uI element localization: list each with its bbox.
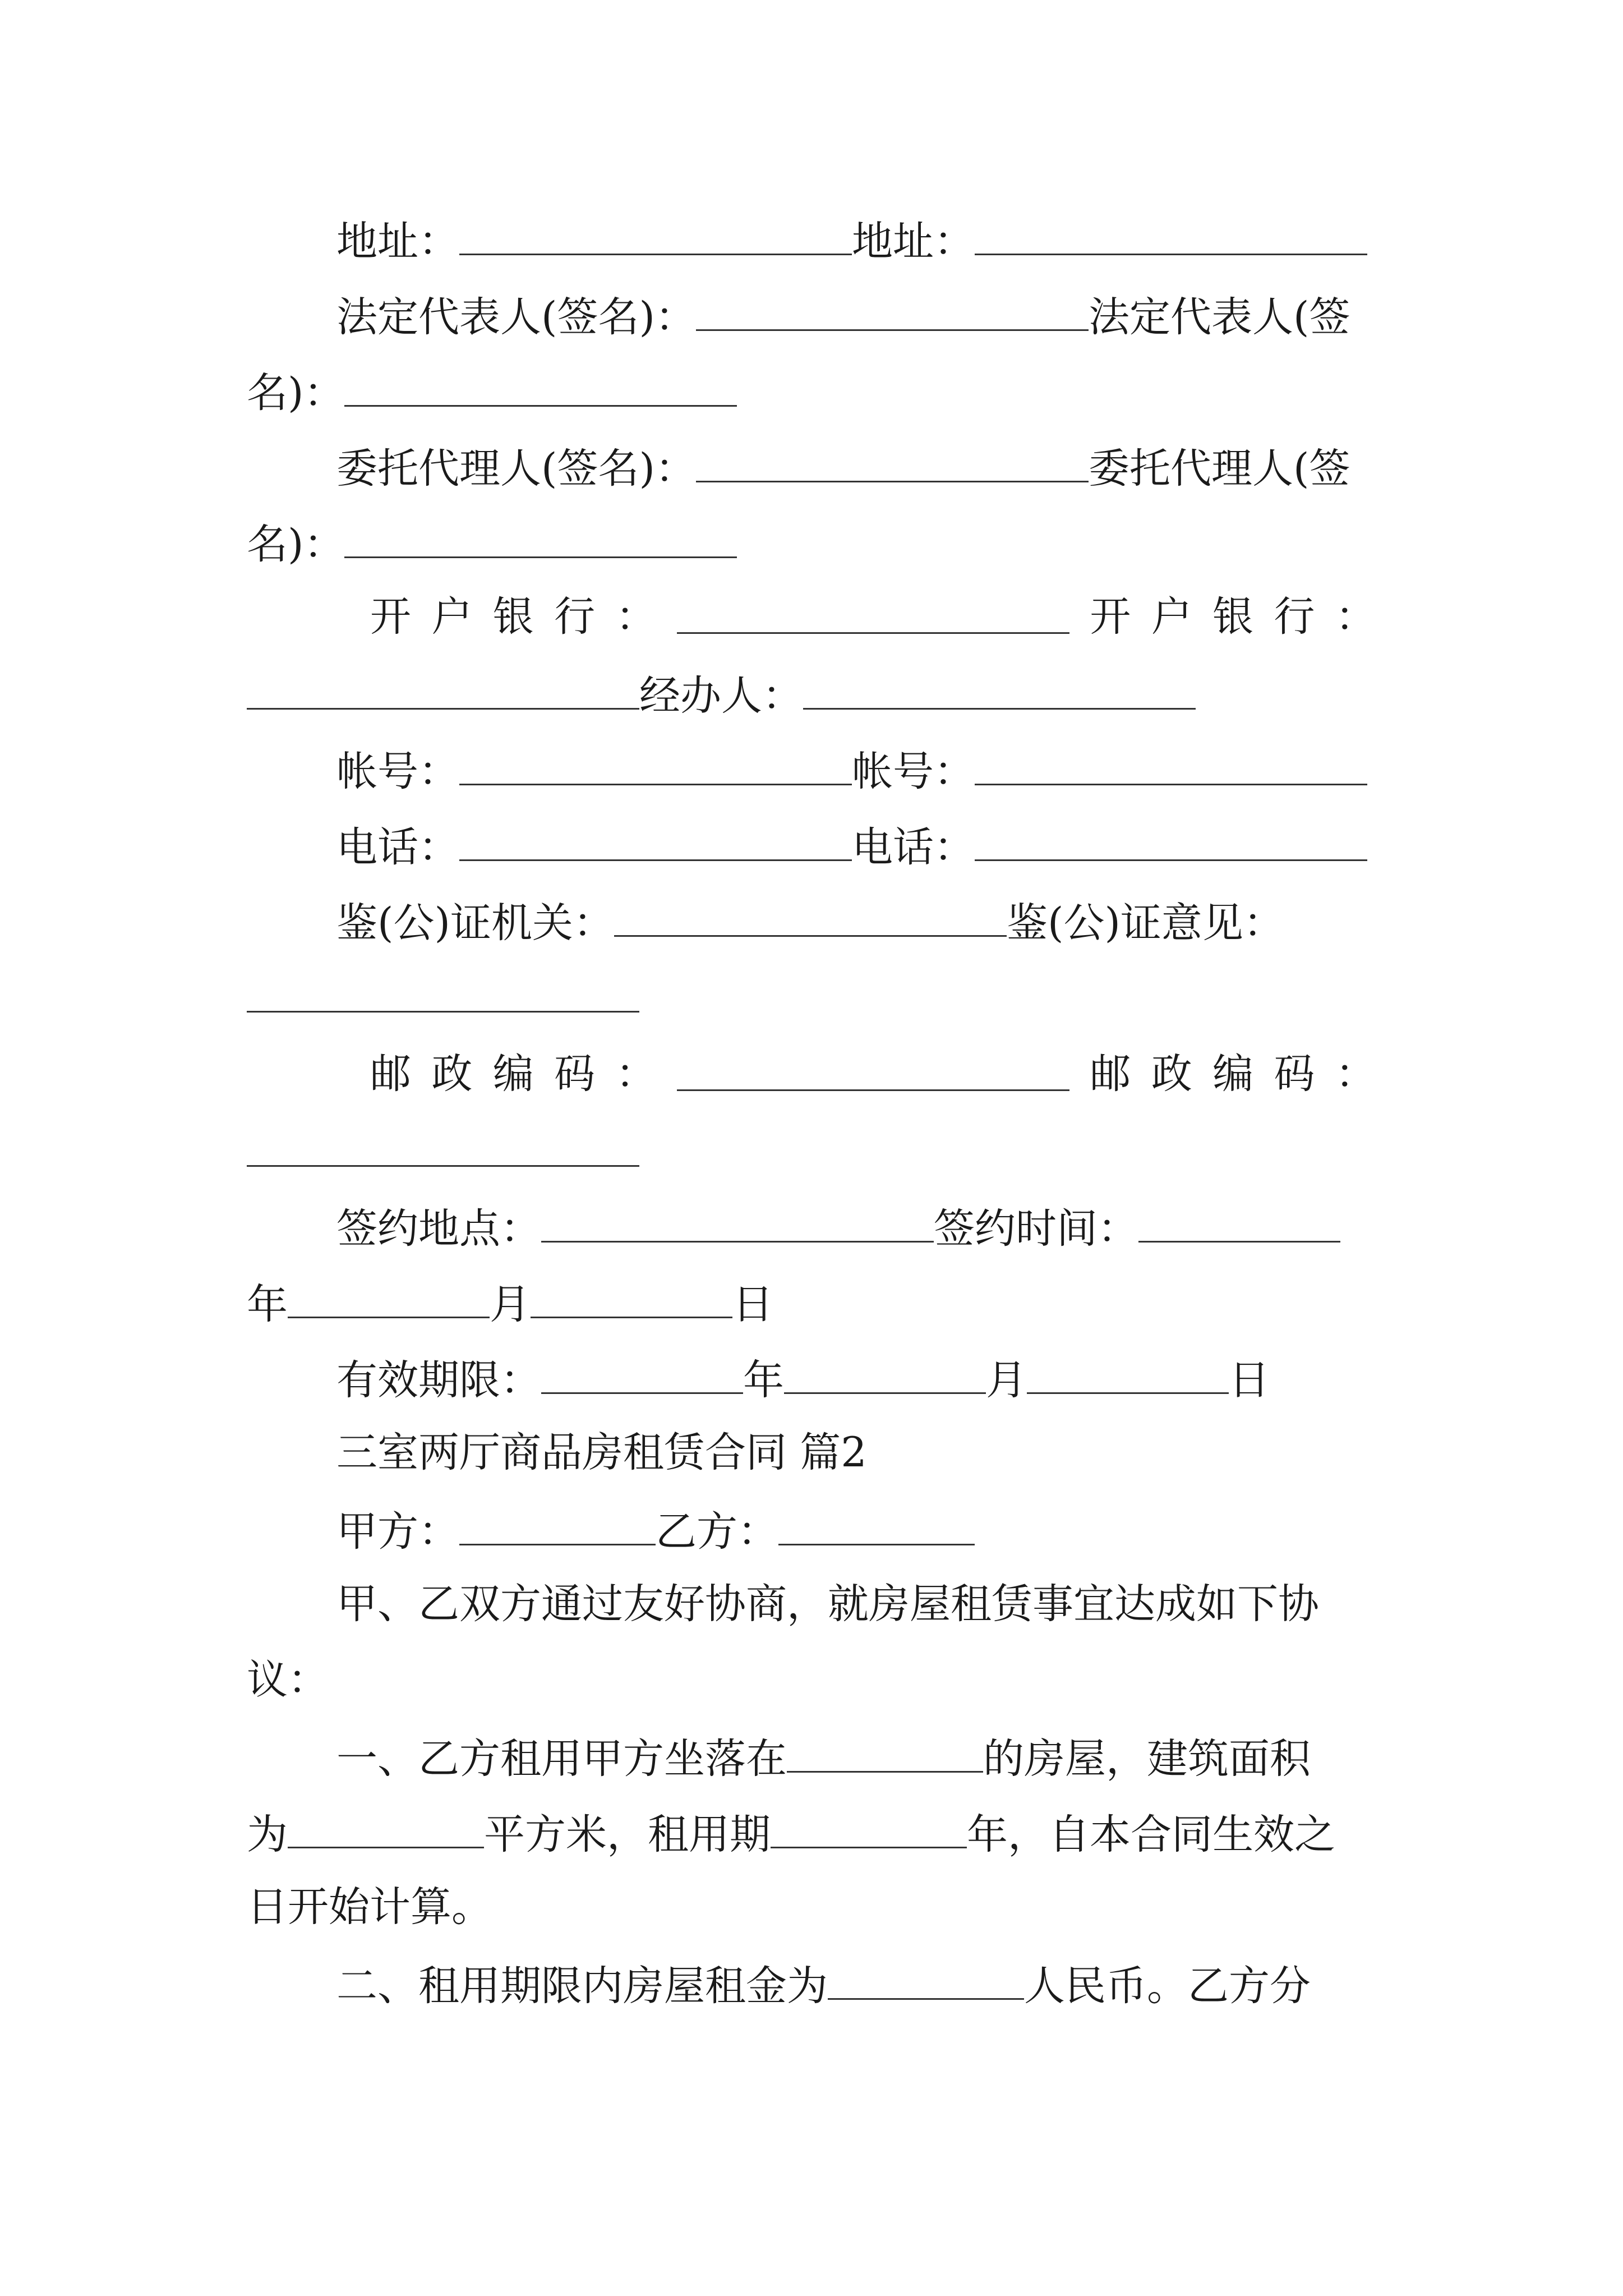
intro-text-cont: 议： [247, 1656, 329, 1704]
handler-line [247, 668, 1376, 721]
signing-date-line [247, 1276, 1376, 1330]
contract-title: 三室两厅商品房租赁合同 篇2 [336, 1429, 867, 1476]
party-b-agent-label: 委托代理人(签 [1088, 445, 1350, 493]
bank-line [370, 592, 1376, 642]
signing-day-blank[interactable] [531, 1276, 732, 1318]
agent-line-cont [247, 516, 1376, 570]
postcode-label-b-char: 邮 [1090, 1050, 1131, 1098]
party-b-account-blank[interactable] [975, 743, 1367, 785]
clause-1-text-a: 一、乙方租用甲方坐落在 [336, 1735, 787, 1783]
validity-month-label: 月 [986, 1356, 1027, 1404]
notary-opinion-blank[interactable] [247, 970, 639, 1013]
bank-label-a-char: 银 [492, 593, 534, 641]
property-location-blank[interactable] [787, 1731, 983, 1773]
party-a-account-label: 帐号： [336, 748, 459, 795]
signing-place-blank[interactable] [541, 1200, 934, 1243]
party-b-postcode-blank[interactable] [247, 1125, 639, 1167]
bank-label-a-char: 开 [370, 593, 411, 641]
party-a-address-label: 地址： [336, 218, 459, 265]
party-b-agent-label-cont: 名)： [247, 521, 345, 568]
year-label: 年 [247, 1281, 288, 1328]
party-a-phone-label: 电话： [336, 823, 459, 871]
party-a-address-blank[interactable] [459, 213, 852, 255]
month-label: 月 [490, 1281, 531, 1328]
bank-label-b-char: 开 [1090, 593, 1131, 641]
party-b-account-label: 帐号： [852, 748, 975, 795]
paragraph-intro [336, 1579, 1376, 1630]
postcode-label-a-char: 邮 [370, 1050, 411, 1098]
validity-day-label: 日 [1229, 1356, 1270, 1404]
party-a-account-blank[interactable] [459, 743, 852, 785]
party-b-legal-rep-blank[interactable] [344, 365, 737, 407]
lease-term-blank[interactable] [771, 1806, 967, 1848]
validity-day-blank[interactable] [1027, 1352, 1229, 1394]
party-b-phone-blank[interactable] [975, 819, 1367, 861]
legal-rep-line [336, 289, 1376, 343]
floor-area-blank[interactable] [288, 1806, 484, 1848]
parties-line [336, 1503, 1376, 1557]
validity-month-blank[interactable] [784, 1352, 986, 1394]
party-a-agent-blank[interactable] [696, 440, 1089, 482]
bank-label-b-char: 户 [1151, 593, 1192, 641]
party-b-phone-label: 电话： [852, 823, 975, 871]
notary-opinion-blank-line [247, 970, 1376, 1024]
clause-2-text-a: 二、租用期限内房屋租金为 [336, 1962, 828, 2010]
postcode-line [370, 1049, 1376, 1099]
validity-label: 有效期限： [336, 1356, 541, 1404]
signing-time-label: 签约时间： [934, 1205, 1138, 1253]
bank-label-b-char: 行 [1274, 593, 1315, 641]
address-line [336, 213, 1376, 267]
party-a-agent-label: 委托代理人(签名)： [336, 445, 696, 493]
postcode-label-b-char: 编 [1212, 1050, 1254, 1098]
party-a-legal-rep-blank[interactable] [696, 289, 1089, 331]
postcode-label-a-char: 编 [492, 1050, 534, 1098]
bank-label-a-char: 户 [431, 593, 473, 641]
bank-label-a-char: 行 [554, 593, 596, 641]
agent-line [336, 440, 1376, 494]
party-b-address-blank[interactable] [975, 213, 1367, 255]
clause-2-text-b: 人民币。乙方分 [1024, 1962, 1311, 2010]
bank-label-b-char: 银 [1212, 593, 1254, 641]
legal-rep-line-cont [247, 365, 1376, 418]
paragraph-intro-cont [247, 1655, 1376, 1705]
validity-year-blank[interactable] [541, 1352, 743, 1394]
account-line [336, 743, 1376, 797]
postcode-label-a-colon: ： [615, 1050, 657, 1098]
clause-1-text-e: 年，自本合同生效之 [967, 1811, 1335, 1858]
party-b-legal-rep-label: 法定代表人(签 [1088, 293, 1350, 341]
handler-blank[interactable] [803, 668, 1196, 710]
validity-year-label: 年 [743, 1356, 784, 1404]
postcode-label-b-char: 政 [1151, 1050, 1192, 1098]
notary-authority-blank[interactable] [614, 895, 1007, 937]
bank-label-a-colon: ： [615, 593, 657, 641]
party-b-label: 乙方： [656, 1508, 778, 1556]
section-title [336, 1428, 1376, 1478]
clause-1-text-f: 日开始计算。 [247, 1883, 492, 1931]
notary-line [336, 895, 1376, 949]
party-b-blank[interactable] [778, 1503, 975, 1545]
party-b-address-label: 地址： [852, 218, 975, 265]
party-a-postcode-blank[interactable] [677, 1049, 1069, 1091]
rent-amount-blank[interactable] [828, 1958, 1024, 2000]
party-a-legal-rep-label: 法定代表人(签名)： [336, 293, 696, 341]
bank-label-b-colon: ： [1335, 593, 1376, 641]
clause-1-line-1 [336, 1731, 1376, 1784]
day-label: 日 [732, 1281, 773, 1328]
clause-1-line-2 [247, 1806, 1376, 1860]
validity-line [336, 1352, 1376, 1406]
clause-1-text-b: 的房屋，建筑面积 [983, 1735, 1311, 1783]
postcode-label-b-char: 码 [1274, 1050, 1315, 1098]
intro-text: 甲、乙双方通过友好协商，就房屋租赁事宜达成如下协 [336, 1580, 1319, 1628]
party-a-bank-blank[interactable] [677, 592, 1069, 634]
postcode-label-a-char: 码 [554, 1050, 596, 1098]
party-a-label: 甲方： [336, 1508, 459, 1556]
party-b-agent-blank[interactable] [344, 516, 737, 558]
party-a-phone-blank[interactable] [459, 819, 852, 861]
party-a-blank[interactable] [459, 1503, 656, 1545]
notary-opinion-label: 鉴(公)证意见： [1006, 899, 1284, 947]
signing-place-label: 签约地点： [336, 1205, 541, 1253]
clause-1-text-d: 平方米，租用期 [484, 1811, 771, 1858]
clause-1-line-3 [247, 1882, 1376, 1932]
postcode-blank-line [247, 1125, 1376, 1179]
signing-month-blank[interactable] [288, 1276, 490, 1318]
signing-line [336, 1200, 1376, 1254]
phone-line [336, 819, 1376, 873]
party-b-bank-blank[interactable] [247, 668, 639, 710]
clause-1-text-c: 为 [247, 1811, 288, 1858]
handler-label: 经办人： [639, 672, 803, 720]
clause-2-line-1 [336, 1958, 1376, 2012]
signing-year-blank[interactable] [1138, 1200, 1340, 1243]
notary-authority-label: 鉴(公)证机关： [336, 899, 614, 947]
postcode-label-b-colon: ： [1335, 1050, 1376, 1098]
party-b-legal-rep-label-cont: 名)： [247, 369, 345, 417]
postcode-label-a-char: 政 [431, 1050, 473, 1098]
